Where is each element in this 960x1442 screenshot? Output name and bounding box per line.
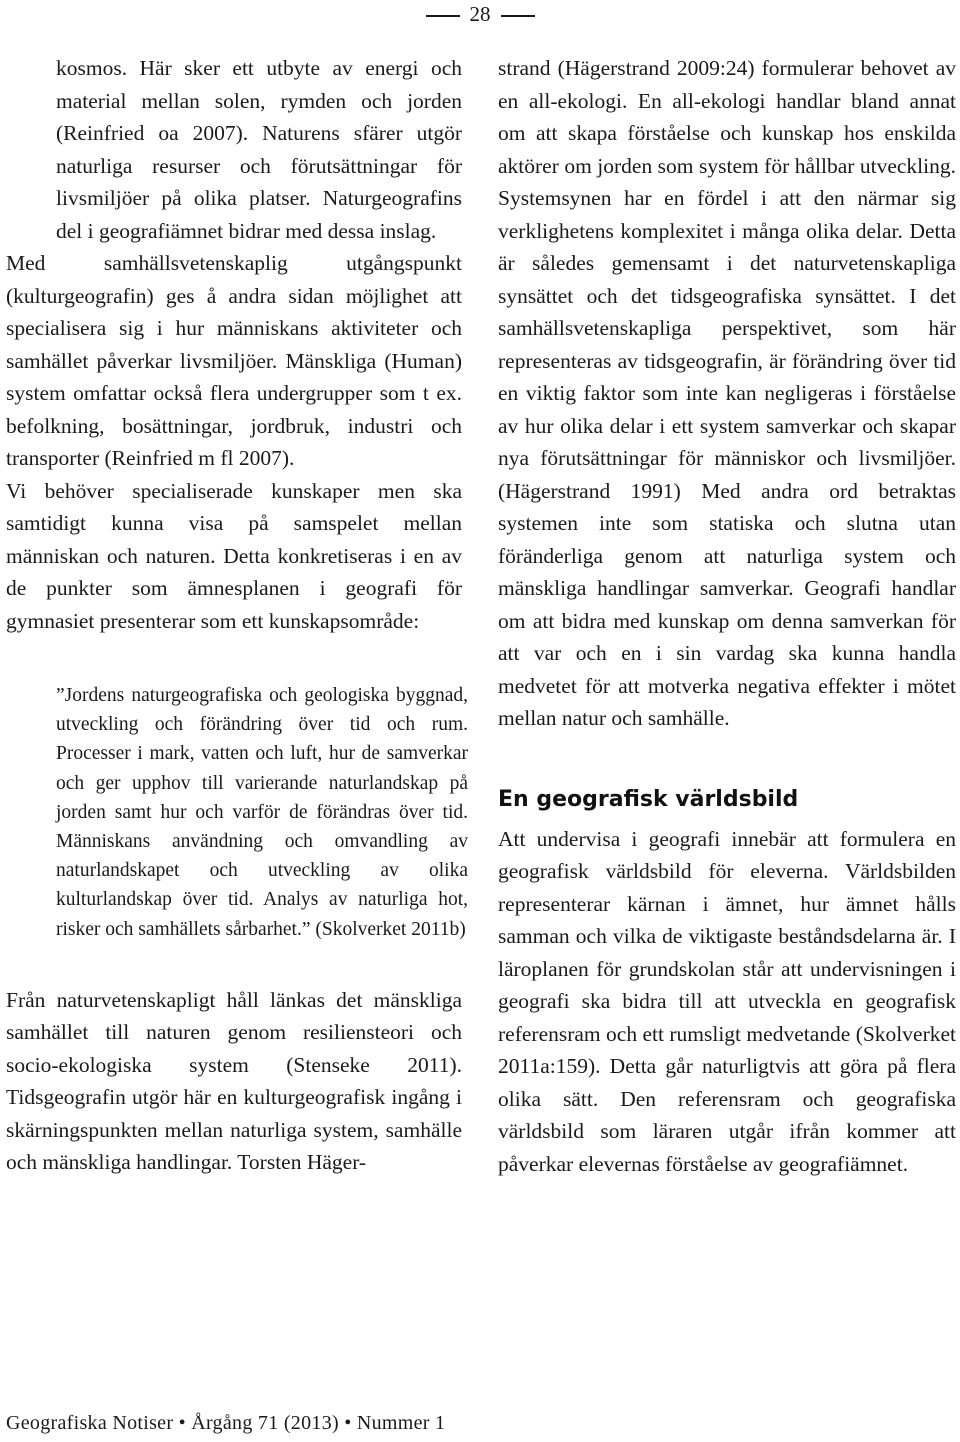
left-paragraph-3: Vi behöver specialiserade kunskaper men ska samtidigt kunna visa på samspelet mellan människan och naturen. Detta konkretiseras i en av de punkter som ämnesplanen i geografi för gymnasiet presenterar som ett kunskapsområde:	[6, 478, 462, 633]
journal-footer	[6, 1410, 445, 1436]
right-paragraph-1: strand (Hägerstrand 2009:24) formulerar behovet av en all-ekologi. En all-ekologi handlar bland annat om att skapa förståelse och kunskap hos enskilda aktörer om jorden som system för hållbar utveckling. Systemsynen har en fördel i att den närmar sig verklighetens komplexitet i många olika delar. Detta är således gemensamt i det naturvetenskapliga synsättet och det tidsgeografiska synsättet. I det samhällsvetenskapliga perspektivet, som här representeras av tidsgeografin, är förändring över tid en viktig faktor som inte kan negligeras i förståelse av hur olika delar i ett system samverkar och skapar nya förutsättningar för människor och livsmiljöer. (Hägerstrand 1991) Med andra ord betraktas systemen inte som statiska och slutna utan föränderliga genom att naturliga system och mänskliga handlingar samverkar. Geografi handlar om att bidra med kunskap om denna samverkan för att var och en i sin vardag ska kunna handla medvetet för att motverka negativa effekter i mötet mellan natur och samhälle.	[498, 56, 956, 730]
page-number: 28	[469, 2, 491, 26]
left-column	[6, 52, 468, 1179]
block-quote-text: ”Jordens naturgeografiska och geologiska byggnad, utveckling och förändring över tid och rum. Processer i mark, vatten och luft, hur de samverkar och ger upphov till varierande naturlandskap på jorden samt hur och varför de förändras över tid. Människans användning och omvandling av naturlandskapet och utveckling av olika kulturlandskap över tid. Analys av naturliga hot, risker och samhällets sårbarhet.” (Skolverket 2011b)	[56, 685, 468, 940]
left-paragraph-4: Från naturvetenskapligt håll länkas det mänskliga samhället till naturen genom resiliensteori och socio-ekologiska system (Stenseke 2011). Tidsgeografin utgör här en kulturgeografisk ingång i skärningspunkten mellan naturliga system, samhälle och mänskliga handlingar. Torsten Häger-	[6, 987, 462, 1175]
right-paragraph-2: Att undervisa i geografi innebär att formulera en geografisk världsbild för eleverna. Världsbilden representerar kärnan i ämnet, hur ämnet hålls samman och vilka de viktigaste beståndsdelarna är. I läroplanen för grundskolan står att undervisningen i geografi ska bidra till att utveckla en geografisk referensram och ett rumsligt medvetande (Skolverket 2011a:159). Detta går naturligtvis att göra på flera olika sätt. Den referensram och geografiska världsbild som läraren utgår ifrån kommer att påverkar elevernas förståelse av geografiämnet.	[498, 826, 956, 1176]
page-number-dash-right	[501, 15, 535, 17]
left-paragraph-1: kosmos. Här sker ett utbyte av energi och material mellan solen, rymden och jorden (Reinfried oa 2007). Naturens sfärer utgör naturliga resurser och förutsättningar för livsmiljöer på olika platser. Naturgeografins del i geografiämnet bidrar med dessa inslag.	[56, 56, 462, 243]
right-column	[498, 52, 956, 1180]
page-number-dash-left	[426, 15, 460, 17]
block-quote	[6, 681, 468, 944]
left-paragraph-2: Med samhällsvetenskaplig utgångspunkt (kulturgeografin) ges å andra sidan möjlighet att specialisera sig i hur människans aktiviteter och samhället påverkar livsmiljöer. Mänskliga (Human) system omfattar också flera undergrupper som t ex. befolkning, bosättningar, jordbruk, industri och transporter (Reinfried m fl 2007).	[6, 251, 462, 470]
page-number-header	[0, 0, 960, 28]
footer-text: Geografiska Notiser • Årgång 71 (2013) • Nummer 1	[6, 1412, 446, 1434]
section-heading: En geografisk världsbild	[498, 786, 799, 812]
